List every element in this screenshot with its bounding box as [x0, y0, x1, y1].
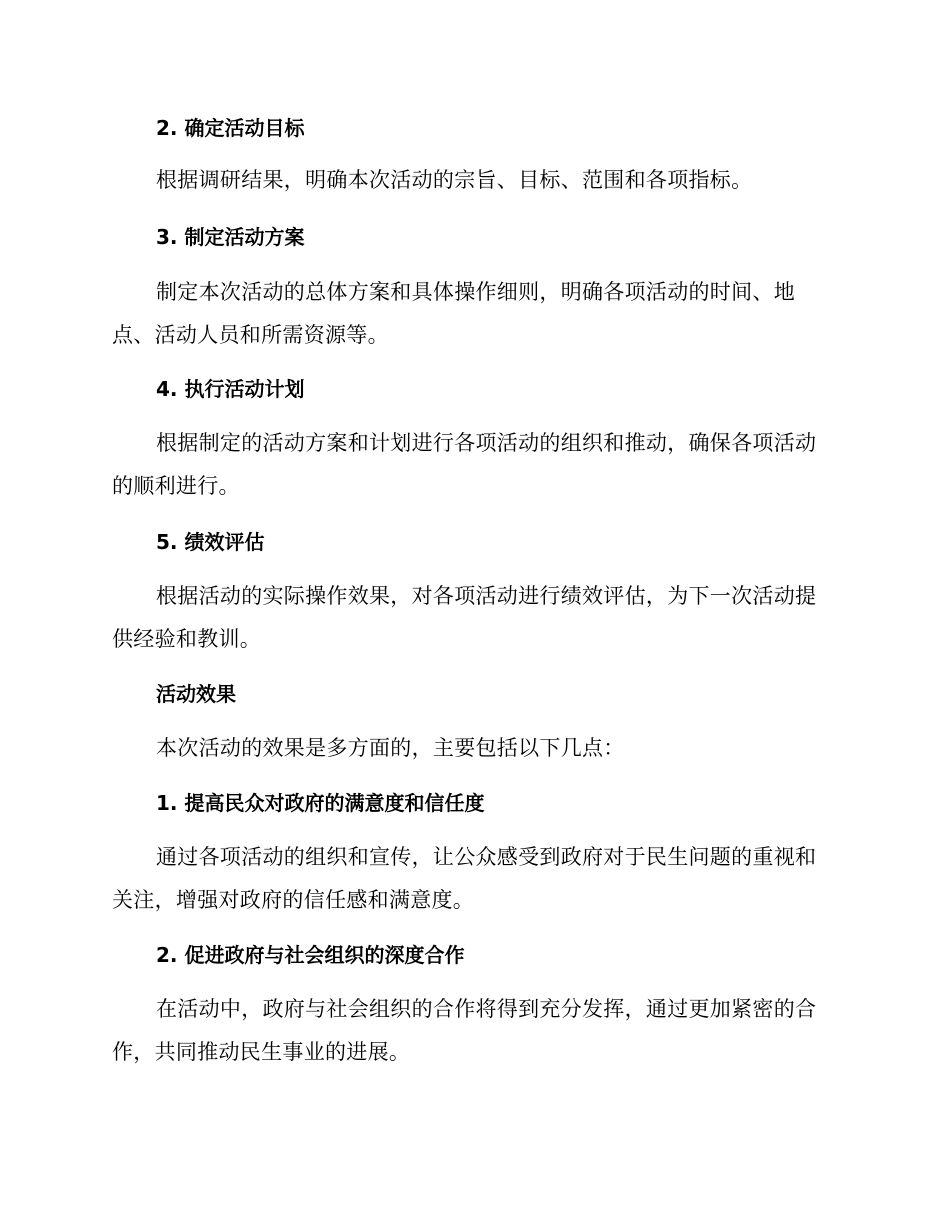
- section-heading-plan: 3. 制定活动方案: [156, 225, 305, 249]
- paragraph-plan: 制定本次活动的总体方案和具体操作细则，明确各项活动的时间、地点、活动人员和所需资源等。: [112, 280, 795, 347]
- paragraph-goal: 根据调研结果，明确本次活动的宗旨、目标、范围和各项指标。: [156, 168, 753, 192]
- paragraph-effects-intro: 本次活动的效果是多方面的，主要包括以下几点：: [156, 736, 625, 760]
- section-heading-execute: 4. 执行活动计划: [156, 377, 305, 401]
- paragraph-satisfaction: 通过各项活动的组织和宣传，让公众感受到政府对于民生问题的重视和关注，增强对政府的信任感和满意度。: [112, 845, 817, 912]
- section-heading-cooperation: 2. 促进政府与社会组织的深度合作: [156, 943, 465, 967]
- section-heading-evaluation: 5. 绩效评估: [156, 530, 265, 554]
- paragraph-cooperation: 在活动中，政府与社会组织的合作将得到充分发挥，通过更加紧密的合作，共同推动民生事业的进展。: [112, 997, 817, 1064]
- section-heading-goal: 2. 确定活动目标: [156, 116, 305, 140]
- section-heading-satisfaction: 1. 提高民众对政府的满意度和信任度: [156, 791, 485, 815]
- paragraph-execute: 根据制定的活动方案和计划进行各项活动的组织和推动，确保各项活动的顺利进行。: [112, 431, 817, 498]
- section-heading-effects: 活动效果: [156, 682, 236, 706]
- paragraph-evaluation: 根据活动的实际操作效果，对各项活动进行绩效评估，为下一次活动提供经验和教训。: [112, 584, 817, 651]
